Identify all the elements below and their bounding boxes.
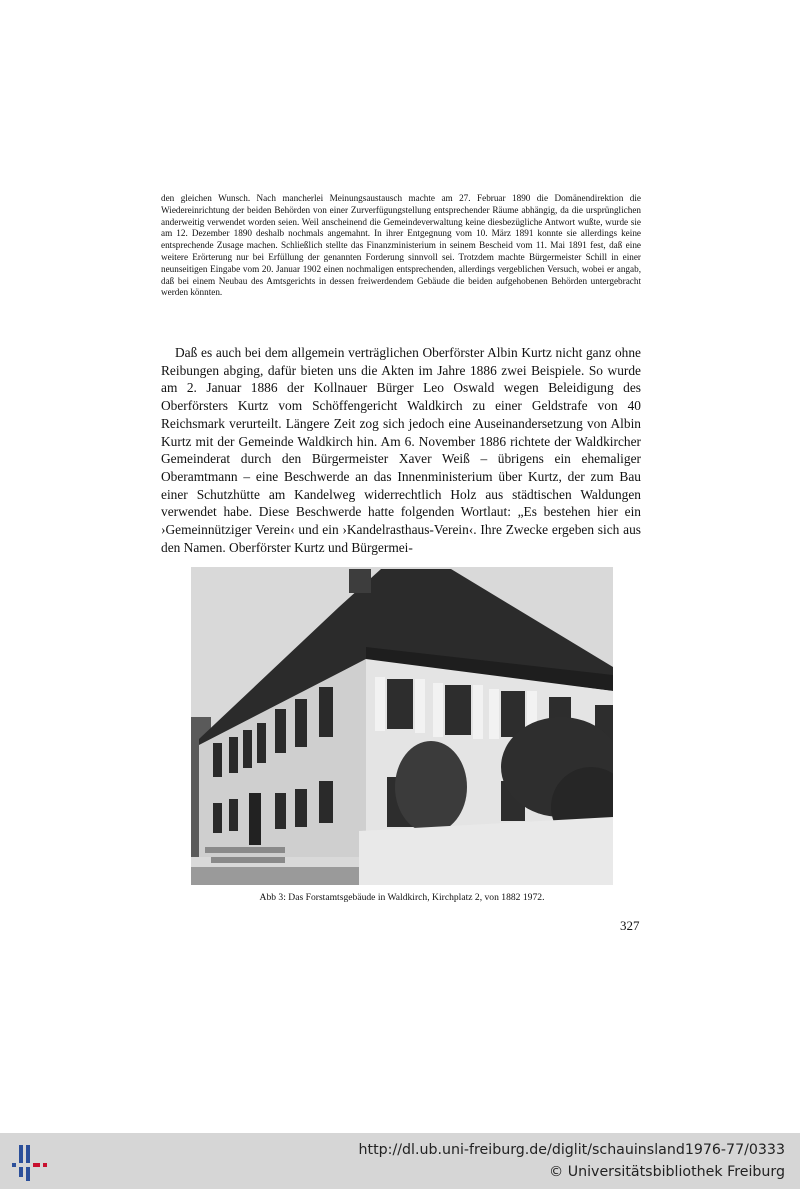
ub-freiburg-logo-icon (10, 1141, 50, 1181)
footnote (161, 193, 641, 299)
figure-caption: Abb 3: Das Forstamtsgebäude in Waldkirch, Kirchplatz 2, von 1882 1972. (259, 892, 545, 903)
source-url[interactable]: http://dl.ub.uni-freiburg.de/diglit/schauinsland1976-77/0333 (358, 1142, 785, 1158)
main-text (161, 344, 641, 556)
copyright-notice: © Universitätsbibliothek Freiburg (549, 1164, 785, 1180)
footnote-text: den gleichen Wunsch. Nach mancherlei Meinungsaustausch machte am 27. Februar 1890 die Domänendirektion die Wiedereinrichtung der beiden Behörden von einer Zurverfügungstellung entsprechender Räume abhängig, da die ursprünglichen anderweitig verwendet worden seien. Weil anscheinend die Gemeindeverwaltung keine diesbezügliche Antwort wußte, wurde sie am 12. Dezember 1890 deshalb nochmals angemahnt. In ihrer Entgegnung vom 10. März 1891 konnte sie allerdings keine entsprechende Zusage machen. Schließlich stellte das Finanzministerium in seinem Bescheid vom 11. Mai 1891 fest, daß eine weitere Erörterung nur bei Erfüllung der genannten Forderung sinnvoll sei. Trotzdem machte Bürgermeister Schill in einer neunseitigen Eingabe vom 20. Januar 1902 einen nochmaligen entsprechenden, allerdings vergeblichen Versuch, wobei er angab, daß bei einem Neubau des Amtsgerichts in dessen freiwerdendem Gebäude die beiden aufgehobenen Behörden untergebracht werden könnten. (161, 193, 641, 298)
body-paragraph: Daß es auch bei dem allgemein verträglichen Oberförster Albin Kurtz nicht ganz ohne Reibungen abging, dafür bieten uns die Akten im Jahre 1886 zwei Beispiele. So wurde am 2. Januar 1886 der Kollnauer Bürger Leo Oswald wegen Beleidigung des Oberförsters Kurtz vom Schöffengericht Waldkirch zu einer Geldstrafe von 40 Reichsmark verurteilt. Längere Zeit zog sich jedoch eine Auseinandersetzung von Albin Kurtz mit der Gemeinde Waldkirch hin. Am 6. November 1886 richtete der Waldkircher Gemeinderat durch den Bürgermeister Xaver Weiß – übrigens ein ehemaliger Oberamtmann – eine Beschwerde an das Innenministerium über Kurtz, der zum Bau einer Schutzhütte am Kandelweg widerrechtlich Holz aus städtischen Waldungen verwendet habe. Diese Beschwerde hatte folgenden Wortlaut: „Es bestehen hier ein ›Gemeinnütziger Verein‹ und ein ›Kandelrasthaus-Verein‹. Ihre Zwecke ergeben sich aus den Namen. Oberförster Kurtz und Bürgermei- (161, 345, 641, 555)
forestry-building-photo (191, 567, 613, 885)
page-number: 327 (620, 918, 640, 933)
footer-bar (0, 1133, 800, 1189)
